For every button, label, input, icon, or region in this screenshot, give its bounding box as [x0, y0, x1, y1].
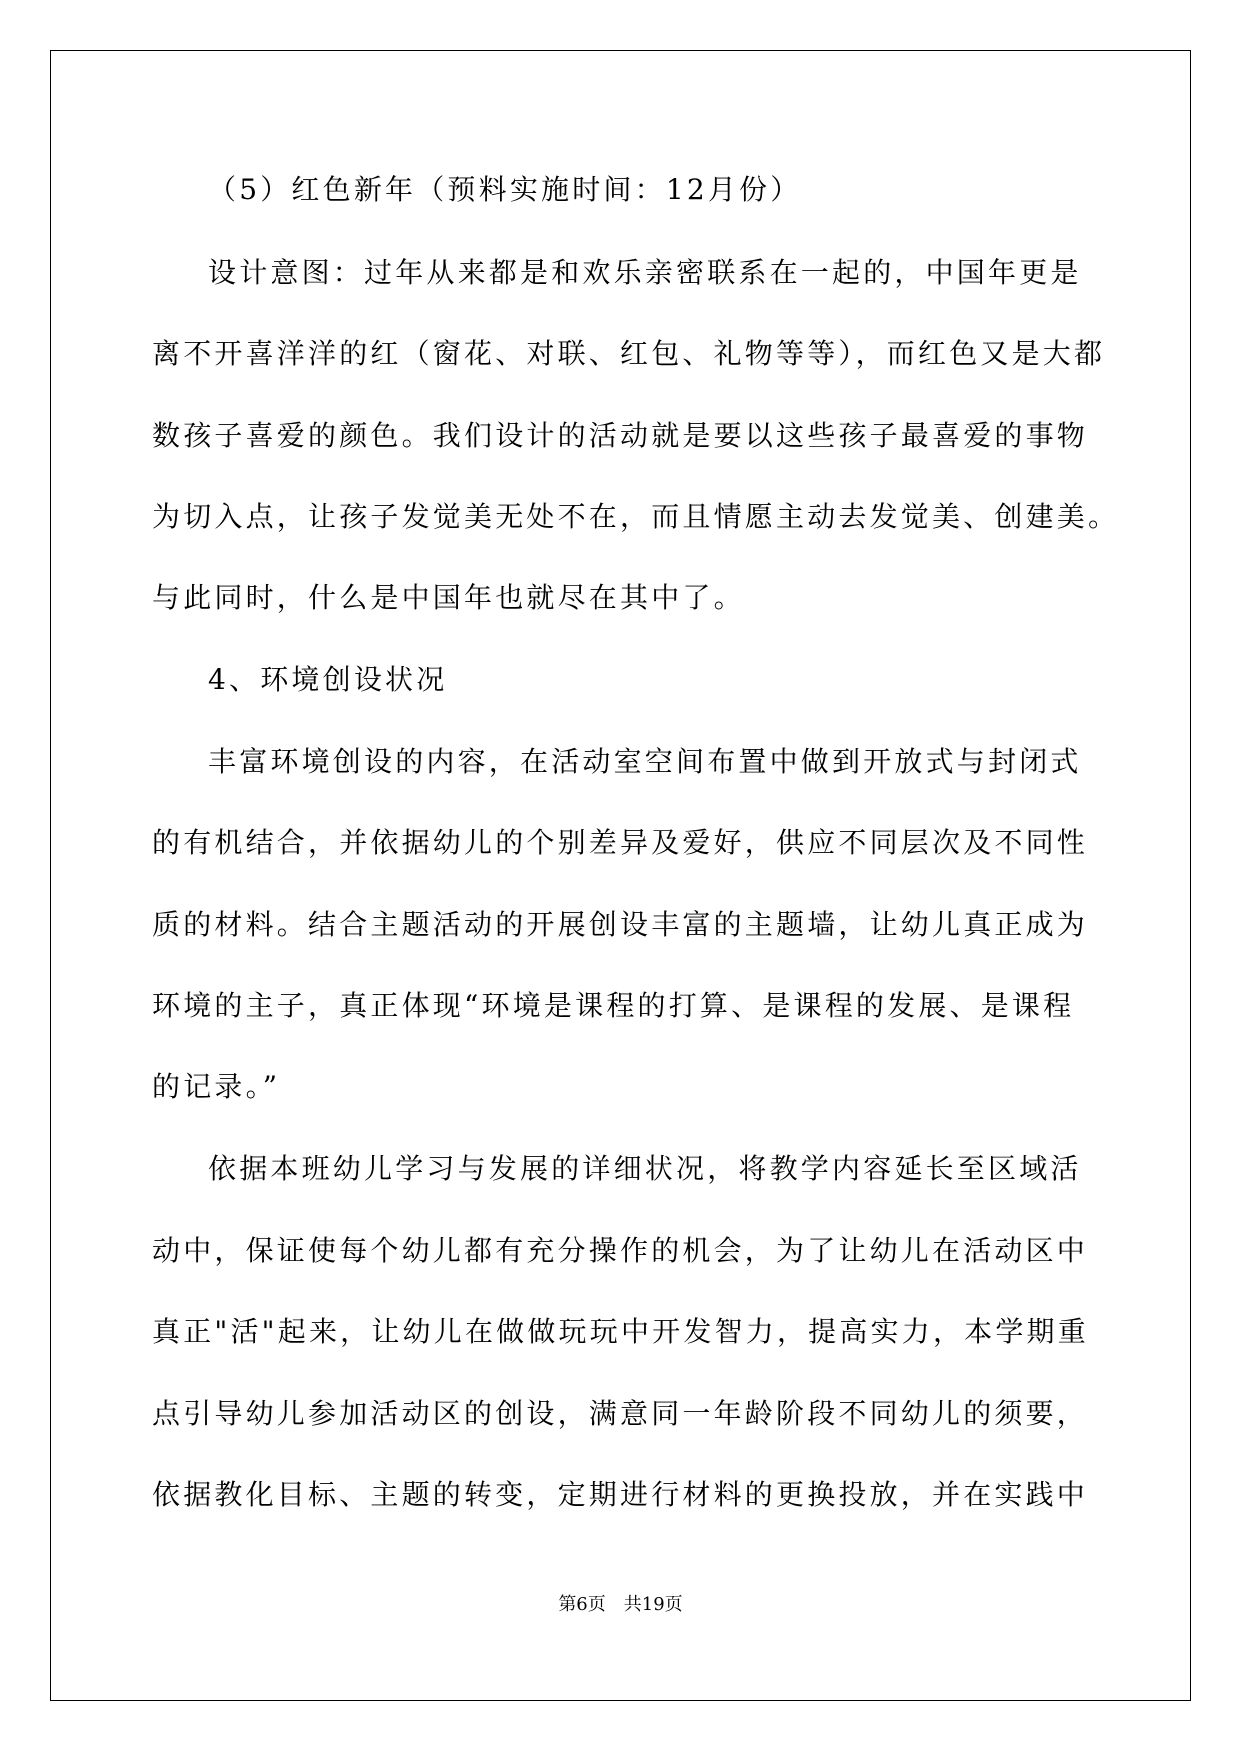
page-number-footer: 第6页 共19页 — [558, 1594, 683, 1615]
paragraph-line: 的记录。” — [152, 1070, 281, 1103]
paragraph-line: 环境的主子，真正体现“环境是课程的打算、是课程的发展、是课程 — [152, 989, 1075, 1022]
paragraph-line: 真正"活"起来，让幼儿在做做玩玩中开发智力，提高实力，本学期重 — [152, 1315, 1089, 1348]
paragraph-line: 依据本班幼儿学习与发展的详细状况，将教学内容延长至区域活 — [208, 1152, 1082, 1185]
paragraph-line: 为切入点，让孩子发觉美无处不在，而且情愿主动去发觉美、创建美。 — [152, 500, 1120, 533]
paragraph-line: 的有机结合，并依据幼儿的个别差异及爱好，供应不同层次及不同性 — [152, 826, 1089, 859]
paragraph-line: 依据教化目标、主题的转变，定期进行材料的更换投放，并在实践中 — [152, 1478, 1089, 1511]
paragraph-line: 动中，保证使每个幼儿都有充分操作的机会，为了让幼儿在活动区中 — [152, 1234, 1089, 1267]
paragraph-line: 点引导幼儿参加活动区的创设，满意同一年龄阶段不同幼儿的须要， — [152, 1397, 1089, 1430]
paragraph-line: 数孩子喜爱的颜色。我们设计的活动就是要以这些孩子最喜爱的事物 — [152, 419, 1089, 452]
paragraph-line: 与此同时，什么是中国年也就尽在其中了。 — [152, 581, 745, 614]
section-heading-environment: 4、环境创设状况 — [208, 663, 448, 696]
paragraph-line: 设计意图：过年从来都是和欢乐亲密联系在一起的，中国年更是 — [208, 256, 1082, 289]
paragraph-line: 丰富环境创设的内容，在活动室空间布置中做到开放式与封闭式 — [208, 745, 1082, 778]
section-heading-red-new-year: （5）红色新年（预料实施时间：12月份） — [208, 173, 802, 206]
paragraph-line: 质的材料。结合主题活动的开展创设丰富的主题墙，让幼儿真正成为 — [152, 908, 1089, 941]
page-border — [50, 50, 1191, 1701]
paragraph-line: 离不开喜洋洋的红（窗花、对联、红包、礼物等等），而红色又是大都 — [152, 337, 1106, 370]
